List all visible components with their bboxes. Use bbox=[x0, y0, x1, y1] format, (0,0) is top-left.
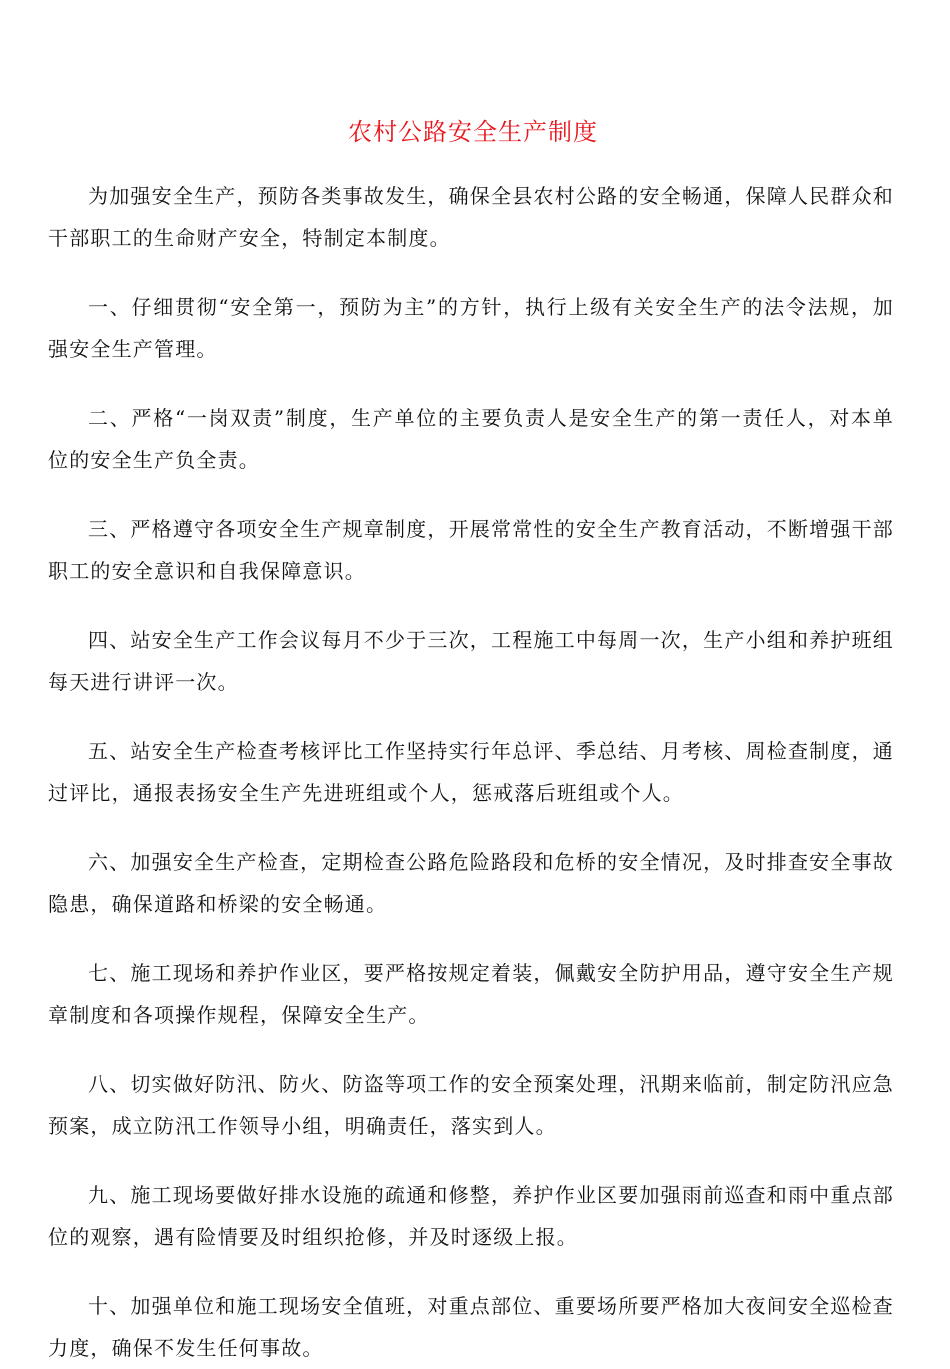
clause-5: 五、站安全生产检查考核评比工作坚持实行年总评、季总结、月考核、周检查制度，通过评比，通报表扬安全生产先进班组或个人，惩戒落后班组或个人。 bbox=[48, 739, 894, 805]
clause-4: 四、站安全生产工作会议每月不少于三次，工程施工中每周一次，生产小组和养护班组每天进行讲评一次。 bbox=[48, 628, 894, 694]
clause-3: 三、严格遵守各项安全生产规章制度，开展常常性的安全生产教育活动，不断增强干部职工的安全意识和自我保障意识。 bbox=[48, 517, 894, 583]
clause-2: 二、严格“一岗双责”制度，生产单位的主要负责人是安全生产的第一责任人，对本单位的安全生产负全责。 bbox=[48, 406, 894, 472]
clause-10: 十、加强单位和施工现场安全值班，对重点部位、重要场所要严格加大夜间安全巡检查力度，确保不发生任何事故。 bbox=[48, 1294, 894, 1360]
clause-1: 一、仔细贯彻“安全第一，预防为主”的方针，执行上级有关安全生产的法令法规，加强安全生产管理。 bbox=[48, 295, 894, 361]
intro-paragraph: 为加强安全生产，预防各类事故发生，确保全县农村公路的安全畅通，保障人民群众和干部职工的生命财产安全，特制定本制度。 bbox=[48, 184, 894, 250]
document-title: 农村公路安全生产制度 bbox=[348, 118, 598, 146]
clause-8: 八、切实做好防汛、防火、防盗等项工作的安全预案处理，汛期来临前，制定防汛应急预案，成立防汛工作领导小组，明确责任，落实到人。 bbox=[48, 1072, 894, 1138]
clause-6: 六、加强安全生产检查，定期检查公路危险路段和危桥的安全情况，及时排查安全事故隐患，确保道路和桥梁的安全畅通。 bbox=[48, 850, 894, 916]
clause-9: 九、施工现场要做好排水设施的疏通和修整，养护作业区要加强雨前巡查和雨中重点部位的观察，遇有险情要及时组织抢修，并及时逐级上报。 bbox=[48, 1183, 894, 1249]
clause-7: 七、施工现场和养护作业区，要严格按规定着装，佩戴安全防护用品，遵守安全生产规章制度和各项操作规程，保障安全生产。 bbox=[48, 961, 894, 1027]
